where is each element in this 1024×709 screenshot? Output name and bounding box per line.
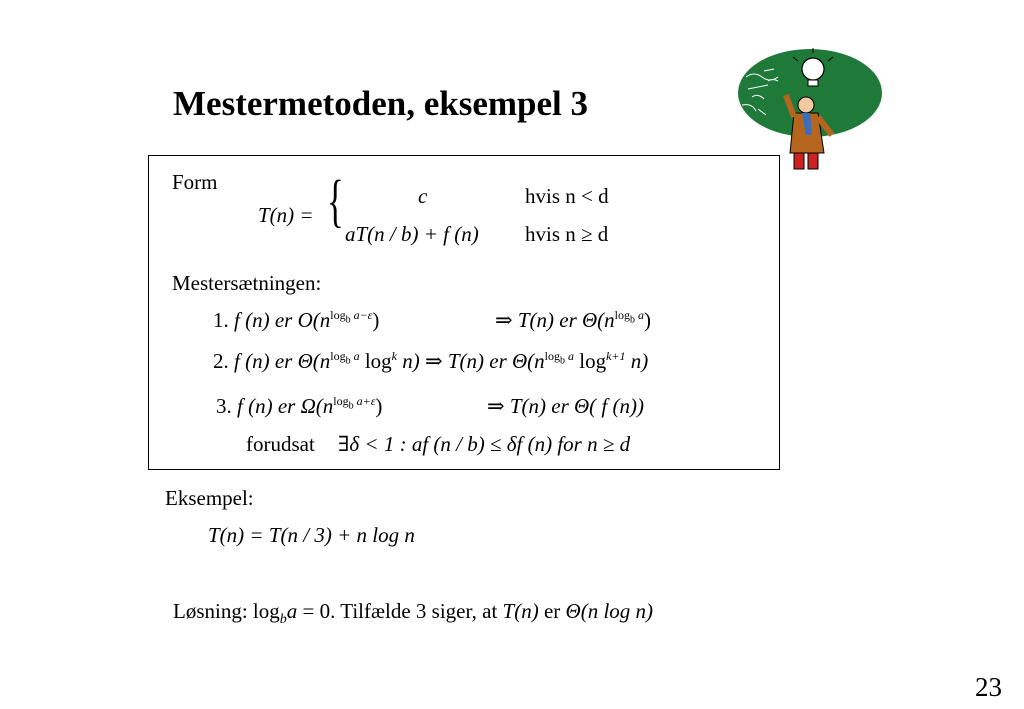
case2-res-exp: log <box>544 349 561 363</box>
solution-Tn: T(n) <box>502 599 539 623</box>
form-label: Form <box>172 170 218 194</box>
case3-cond: f (n) er Ω(n <box>237 394 334 418</box>
case1-cond: f (n) er O(n <box>234 308 331 332</box>
page-title: Mestermetoden, eksempel 3 <box>173 84 589 123</box>
solution-line <box>173 599 653 628</box>
recurrence-case2-cond: hvis n ≥ d <box>525 222 609 246</box>
case3-num: 3. <box>216 394 232 418</box>
case2-res-k: k+1 <box>606 349 626 363</box>
case2-res-exp-sub: b <box>560 355 566 367</box>
case2-cond: f (n) er Θ(n <box>234 349 331 373</box>
case2-line <box>213 349 648 374</box>
case1-res-exp-sub: b <box>630 314 636 326</box>
case2-cond-exp: log <box>330 349 346 363</box>
recurrence-brace: { <box>327 168 344 233</box>
solution-sub-b: b <box>279 612 287 628</box>
case3-result: ⇒ T(n) er Θ( f (n)) <box>487 394 644 418</box>
case2-num: 2. <box>213 349 229 373</box>
recurrence-case1-cond: hvis n < d <box>525 184 609 208</box>
case3-cond-close: ) <box>375 394 383 418</box>
recurrence-case2-expr: aT(n / b) + f (n) <box>345 222 479 246</box>
theorem-label: Mestersætningen: <box>172 271 322 295</box>
example-label: Eksempel: <box>165 486 254 510</box>
solution-theta: Θ <box>565 599 581 623</box>
proviso-word: forudsat <box>246 432 315 456</box>
case1-num: 1. <box>213 308 229 332</box>
solution-mid: = 0. Tilfælde 3 siger, at <box>297 599 503 623</box>
recurrence-lhs: T(n) = <box>258 203 314 227</box>
case2-res-tail: n) <box>625 349 649 373</box>
case1-cond-exp: log <box>330 308 346 322</box>
case2-cond-log: log <box>359 349 392 373</box>
solution-tail: (n log n) <box>580 599 654 623</box>
case1-cond-exp-rest: a−ε <box>350 308 373 322</box>
example-expr: T(n) = T(n / 3) + n log n <box>208 523 415 547</box>
case3-cond-exp-sub: b <box>348 400 354 412</box>
case2-res: ⇒ T(n) er Θ(n <box>425 349 545 373</box>
case2-res-log: log <box>574 349 607 373</box>
case2-cond-k: k <box>391 349 397 363</box>
page-number: 23 <box>975 672 1002 702</box>
case1-line <box>213 308 379 333</box>
case1-res-close: ) <box>644 308 652 332</box>
case3-cond-exp-rest: a+ε <box>353 394 376 408</box>
case2-cond-exp-rest: a <box>350 349 360 363</box>
case3-cond-exp: log <box>333 394 349 408</box>
case2-cond-exp-sub: b <box>345 355 351 367</box>
recurrence-case1-expr: c <box>418 184 428 208</box>
case2-cond-tail: n) <box>397 349 420 373</box>
case3-line <box>216 394 382 419</box>
proviso-expr: ∃δ < 1 : af (n / b) ≤ δf (n) for n ≥ d <box>338 432 631 456</box>
solution-er: er <box>538 599 566 623</box>
case1-cond-close: ) <box>372 308 380 332</box>
solution-prefix: Løsning: log <box>173 599 280 623</box>
case1-result <box>495 308 651 333</box>
case1-res-exp-rest: a <box>635 308 645 322</box>
case2-res-exp-rest: a <box>565 349 575 363</box>
case1-res-exp: log <box>614 308 631 322</box>
solution-a: a <box>286 599 298 623</box>
case1-cond-exp-sub: b <box>345 314 351 326</box>
case1-res: ⇒ T(n) er Θ(n <box>495 308 615 332</box>
